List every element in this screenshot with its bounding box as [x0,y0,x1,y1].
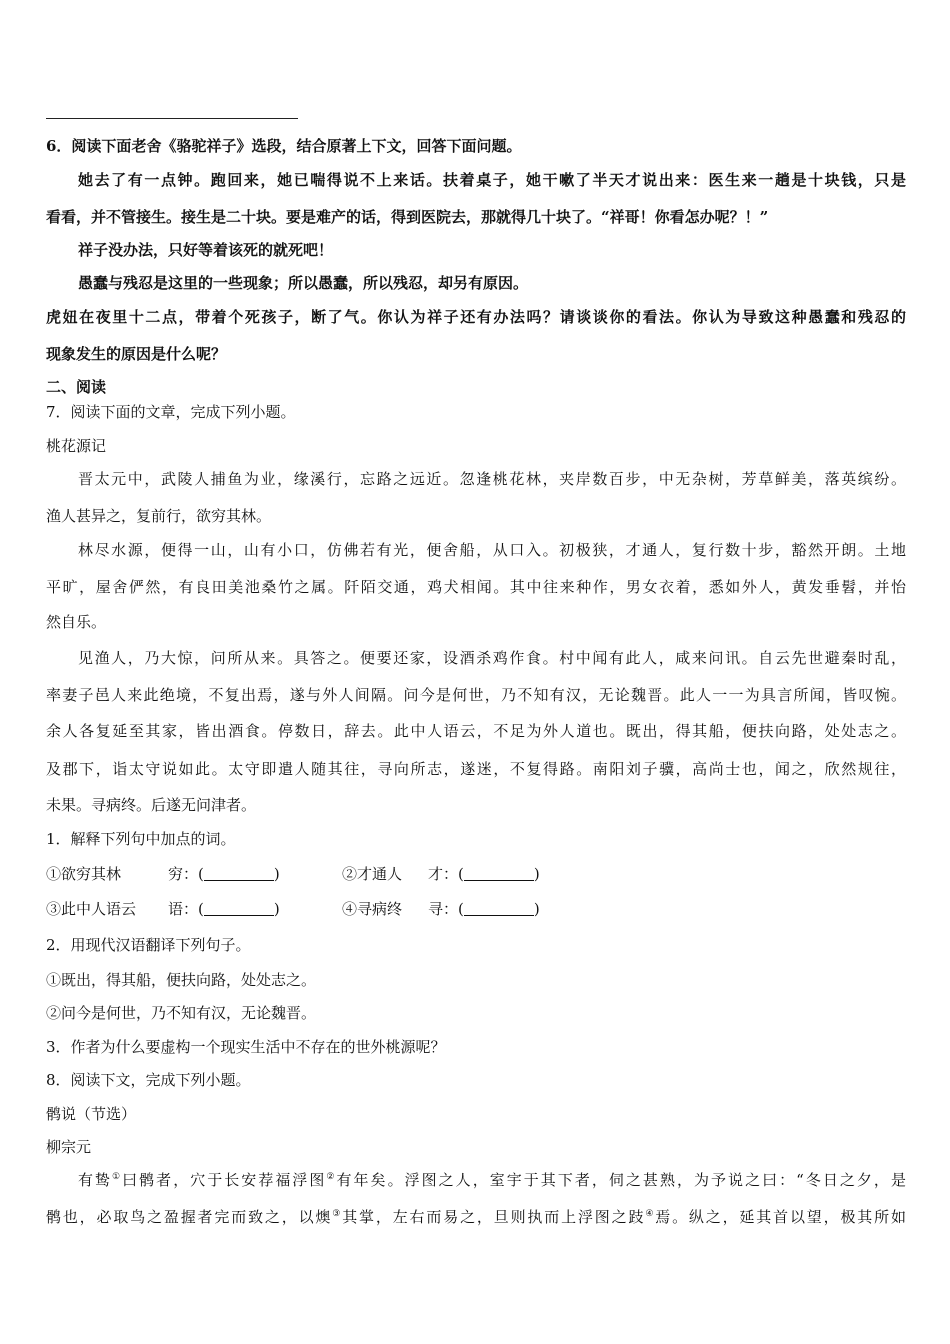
footnote-marker: ④ [645,1209,656,1219]
q7-passage-line: 见渔人，乃大惊，问所从来。具答之。便要还家，设酒杀鸡作食。村中闻有此人，咸来问讯。自云先世避秦时乱， [78,649,906,667]
q6-excerpt-line: 祥子没办法，只好等着该死的就死吧！ [78,241,334,259]
q7-passage-line: 余人各复延至其家，皆出酒食。停数日，辞去。此中人语云，不足为外人道也。既出，得其船，便扶向路，处处志之。 [46,722,906,740]
q6-excerpt-line: 她去了有一点钟。跑回来，她已喘得说不上来话。扶着桌子，她干嗽了半天才说出来：医生来一趟是十块钱，只是 [78,171,906,189]
q7-item [342,899,402,919]
q7-sub2-stem: 2．用现代汉语翻译下列句子。 [46,936,251,954]
q7-passage-line: 然自乐。 [46,613,107,631]
q8-passage-line: 有鸷①曰鹘者，穴于长安荐福浮图②有年矣。浮图之人，室宇于其下者，伺之甚熟，为予说之曰：“冬日之夕，是 [78,1171,906,1189]
q6-stem: 6．阅读下面老舍《骆驼祥子》选段，结合原著上下文，回答下面问题。 [46,137,522,155]
q7-item-label: ③此中人语云 [46,900,137,918]
q7-item [342,864,402,884]
q7-sub2-item: ②问今是何世，乃不知有汉，无论魏晋。 [46,1004,317,1022]
q8-author: 柳宗元 [46,1138,92,1156]
q7-passage-line: 平旷，屋舍俨然，有良田美池桑竹之属。阡陌交通，鸡犬相闻。其中往来种作，男女衣着，悉如外人，黄发垂髫，并怡 [46,578,906,596]
q7-item-answer: 寻：( ) [428,900,540,918]
q7-passage-line: 林尽水源，便得一山，山有小口，仿佛若有光，便舍船，从口入。初极狭，才通人，复行数十步，豁然开朗。土地 [78,541,906,559]
q7-passage-line: 未果。寻病终。后遂无问津者。 [46,796,257,814]
q7-item-answer: 语：( ) [168,900,280,918]
footnote-marker: ① [112,1172,123,1182]
q7-stem: 7．阅读下面的文章，完成下列小题。 [46,403,296,421]
q7-passage-line: 率妻子邑人来此绝境，不复出焉，遂与外人间隔。问今是何世，乃不知有汉，无论魏晋。此人一一为具言所闻，皆叹惋。 [46,686,906,704]
section-heading: 二、阅读 [46,378,107,396]
q7-item-label: ④寻病终 [342,900,403,918]
q6-question-line: 虎妞在夜里十二点，带着个死孩子，断了气。你认为祥子还有办法吗？请谈谈你的看法。你认为导致这种愚蠢和残忍的 [46,308,906,326]
q7-item [46,864,121,884]
q7-item-answer: 才：( ) [428,865,540,883]
q8-stem: 8．阅读下文，完成下列小题。 [46,1071,251,1089]
q7-item-answer: 穷：( ) [168,865,280,883]
footnote-marker: ③ [332,1209,343,1219]
q6-question-line: 现象发生的原因是什么呢？ [46,345,227,363]
q7-sub1-stem: 1．解释下列句中加点的词。 [46,830,236,848]
q8-passage-title: 鹘说（节选） [46,1105,137,1123]
answer-blank[interactable] [464,866,534,881]
q7-sub3-stem: 3．作者为什么要虚构一个现实生活中不存在的世外桃源呢？ [46,1038,446,1056]
answer-blank[interactable] [204,901,274,916]
q7-passage-title: 桃花源记 [46,437,107,455]
q7-item [46,899,136,919]
q6-excerpt-line: 愚蠢与残忍是这里的一些现象；所以愚蠢，所以残忍，却另有原因。 [78,274,529,292]
q8-passage-line: 鹘也，必取鸟之盈握者完而致之，以燠③其掌，左右而易之，旦则执而上浮图之跂④焉。纵之，延其首以望，极其所如 [46,1208,906,1226]
q7-passage-line: 渔人甚异之，复前行，欲穷其林。 [46,507,272,525]
q7-item-label: ②才通人 [342,865,403,883]
q7-item-label: ①欲穷其林 [46,865,122,883]
footnote-marker: ② [326,1172,337,1182]
answer-blank[interactable] [204,866,274,881]
q7-passage-line: 晋太元中，武陵人捕鱼为业，缘溪行，忘路之远近。忽逢桃花林，夹岸数百步，中无杂树，芳草鲜美，落英缤纷。 [78,470,906,488]
q6-excerpt-line: 看看，并不管接生。接生是二十块。要是难产的话，得到医院去，那就得几十块了。“祥哥！你看怎办呢？！” [46,208,769,226]
answer-blank[interactable] [464,901,534,916]
q7-passage-line: 及郡下，诣太守说如此。太守即遣人随其往，寻向所志，遂迷，不复得路。南阳刘子骥，高尚士也，闻之，欣然规往， [46,760,906,778]
top-divider-line [46,118,298,119]
q7-sub2-item: ①既出，得其船，便扶向路，处处志之。 [46,971,317,989]
